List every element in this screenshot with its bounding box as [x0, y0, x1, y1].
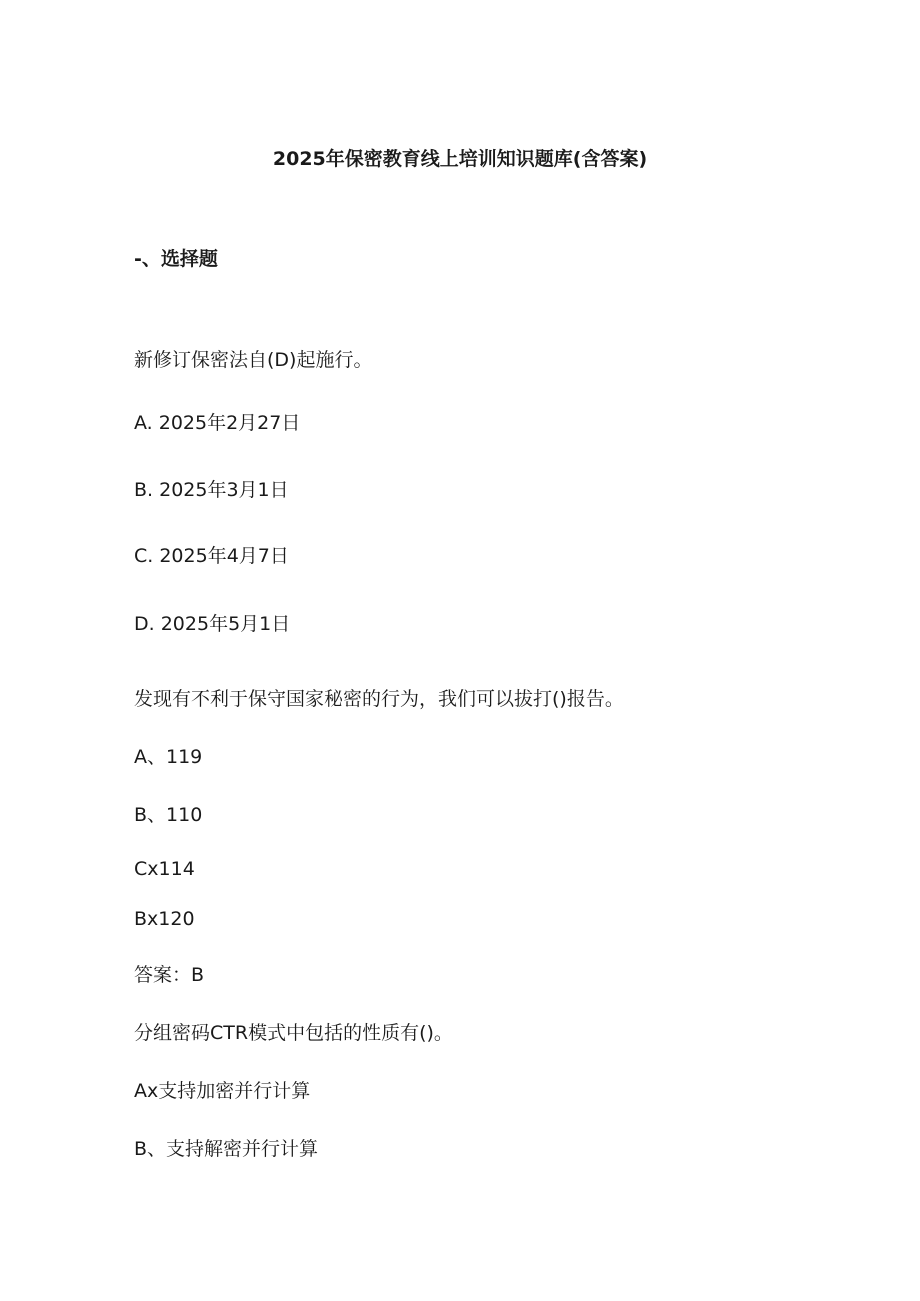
question-2-option-d: Bx120	[134, 908, 195, 930]
question-3-text: 分组密码CTR模式中包括的性质有()。	[134, 1022, 453, 1044]
question-1-text: 新修订保密法自(D)起施行。	[134, 349, 373, 371]
question-3-option-a: Ax支持加密并行计算	[134, 1080, 311, 1102]
question-2-option-c: Cx114	[134, 858, 195, 880]
question-2-option-b: B、110	[134, 804, 203, 826]
question-1-option-d: D. 2025年5月1日	[134, 613, 291, 635]
question-1-option-a: A. 2025年2月27日	[134, 412, 301, 434]
question-1-option-b: B. 2025年3月1日	[134, 479, 289, 501]
question-3-option-b: B、支持解密并行计算	[134, 1138, 319, 1160]
question-2-text: 发现有不利于保守国家秘密的行为，我们可以拔打()报告。	[134, 688, 624, 710]
section-heading: -、选择题	[134, 248, 218, 270]
question-2-option-a: A、119	[134, 746, 203, 768]
question-2-answer: 答案：B	[134, 964, 205, 986]
document-title: 2025年保密教育线上培训知识题库(含答案)	[272, 148, 648, 170]
question-1-option-c: C. 2025年4月7日	[134, 545, 289, 567]
